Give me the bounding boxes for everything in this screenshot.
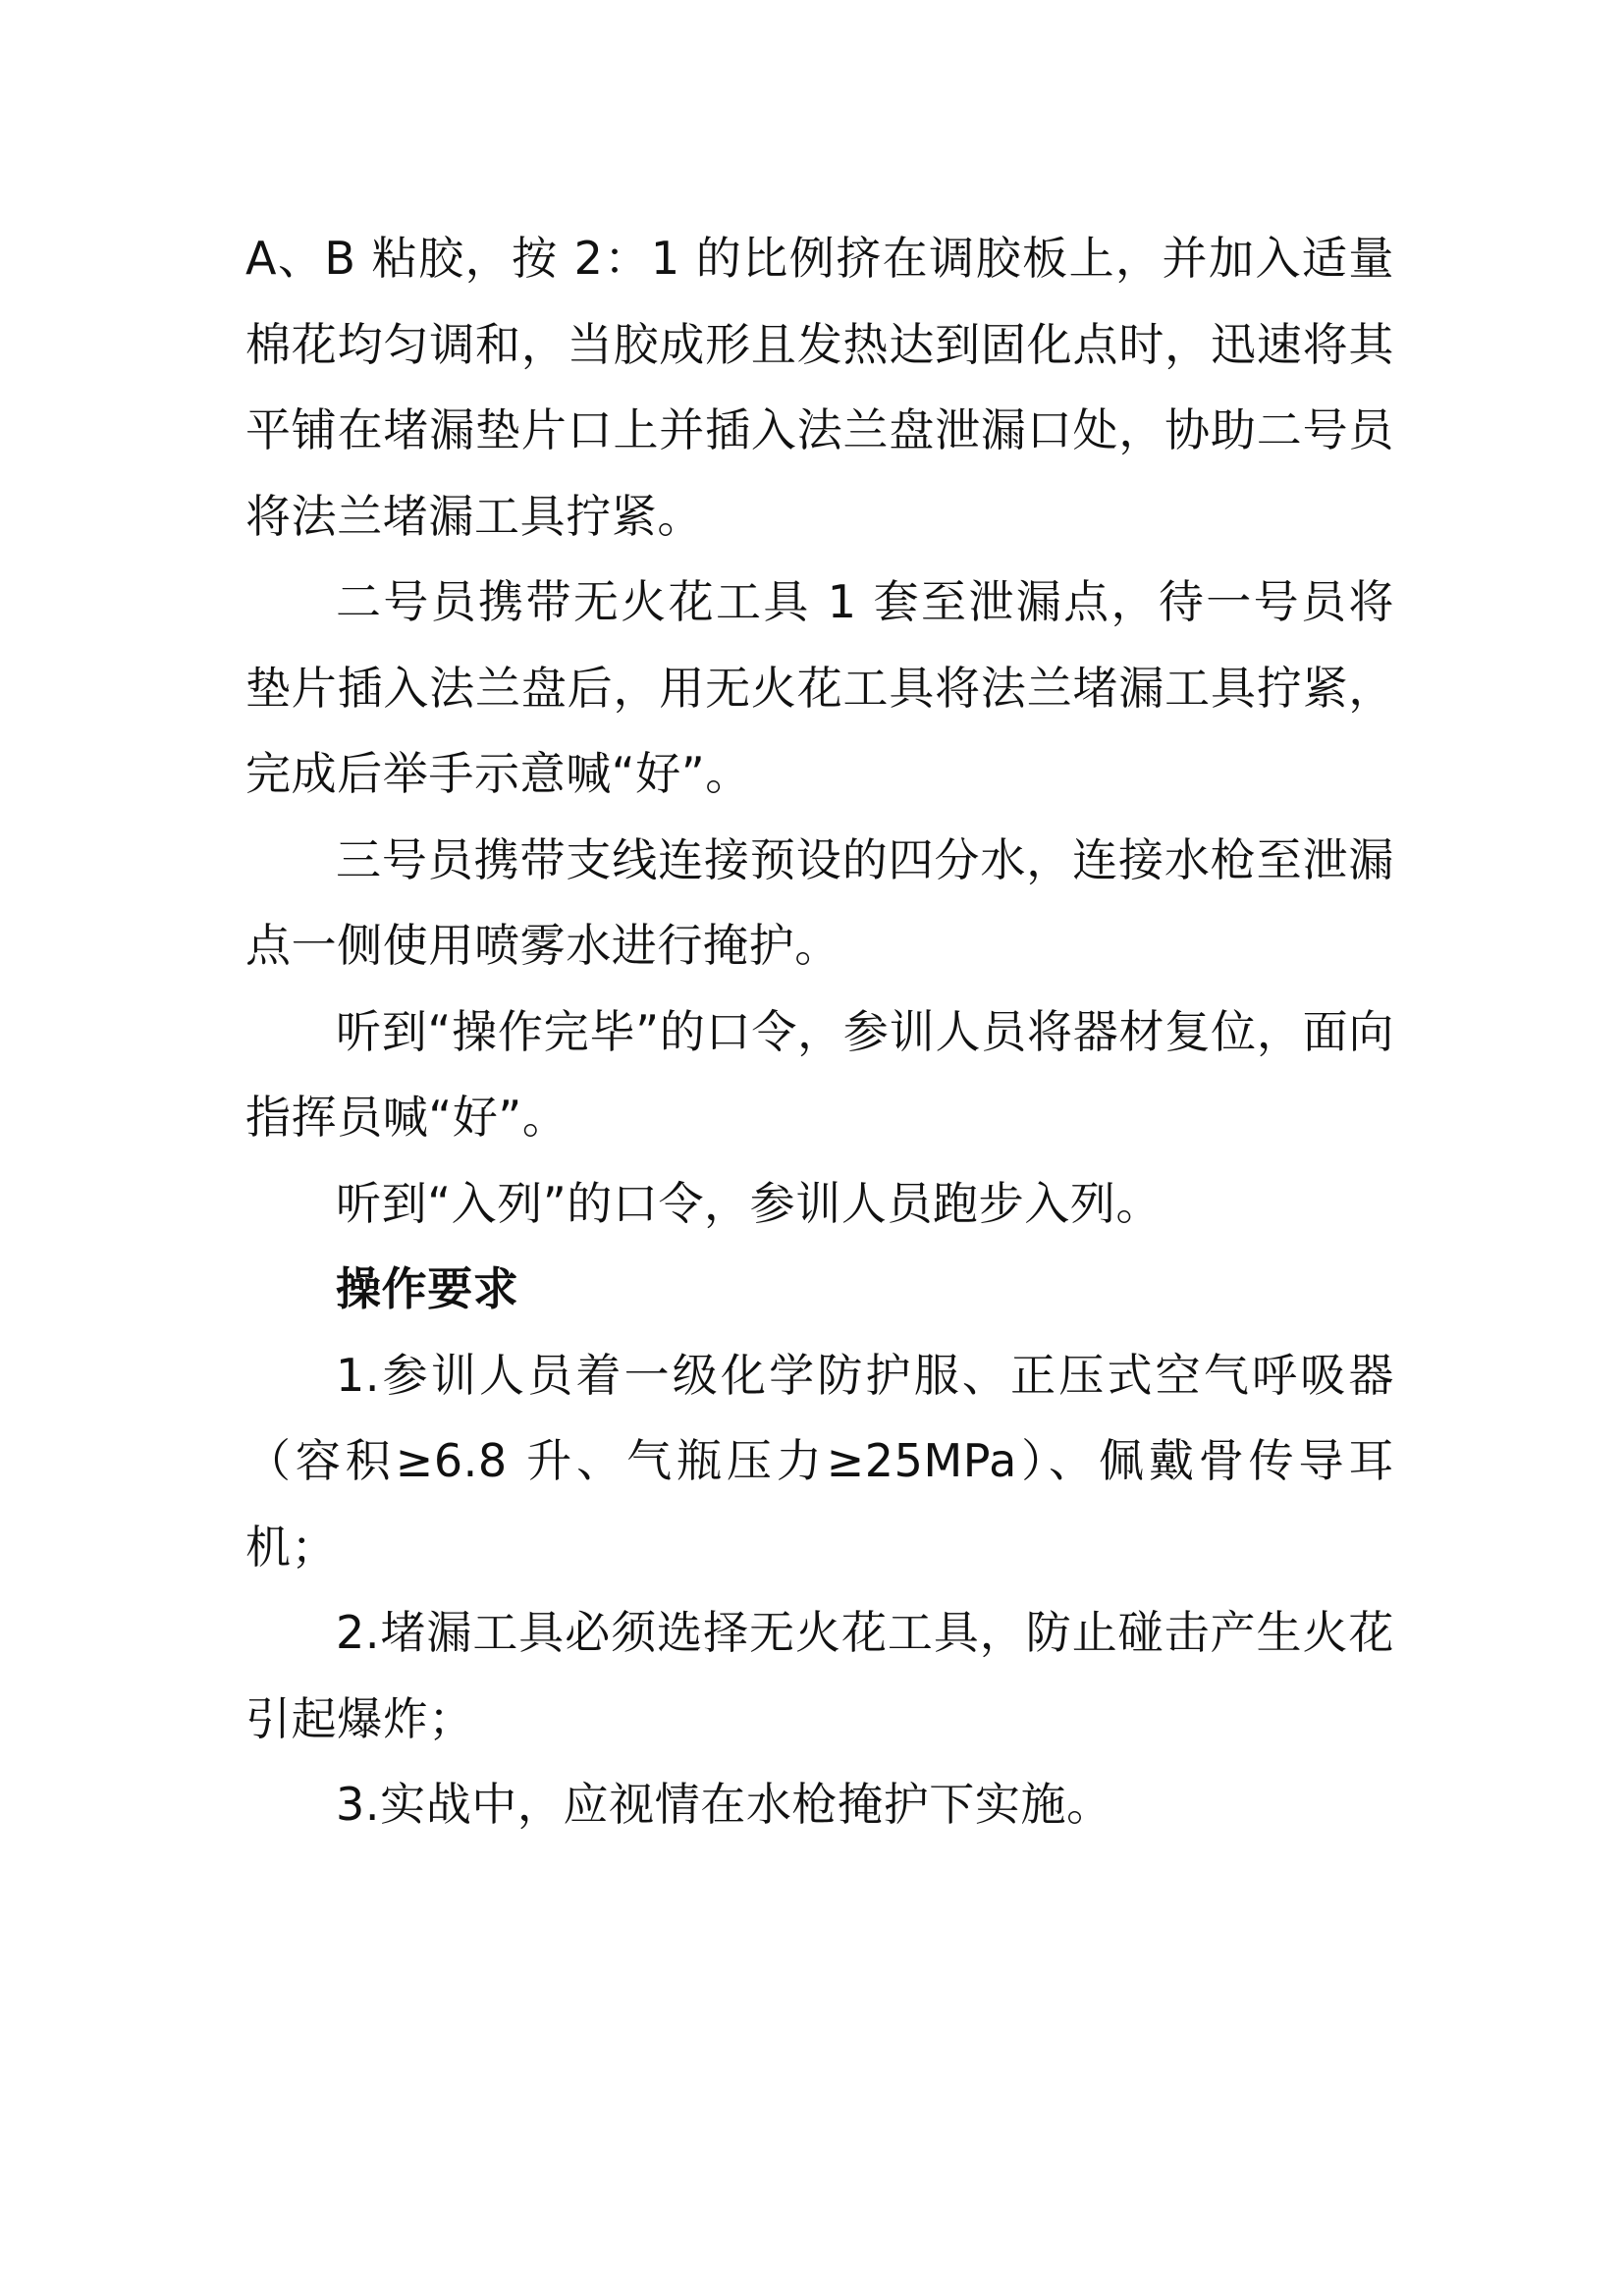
requirement-item-2: 2.堵漏工具必须选择无火花工具，防止碰击产生火花引起爆炸； — [245, 1606, 1394, 1745]
requirement-item-3: 3.实战中，应视情在水枪掩护下实施。 — [336, 1778, 1112, 1831]
paragraph-fall-in: 听到“入列”的口令，参训人员跑步入列。 — [336, 1176, 1163, 1230]
paragraph-glue-mixing: A、B 粘胶，按 2：1 的比例挤在调胶板上，并加入适量棉花均匀调和，当胶成形且发热达到固化点时，迅速将其平铺在堵漏垫片口上并插入法兰盘泄漏口处，协助二号员将法兰堵漏工具拧紧。 — [245, 232, 1394, 543]
document-body — [245, 216, 1394, 1848]
paragraph-operation-complete: 听到“操作完毕”的口令，参训人员将器材复位，面向指挥员喊“好”。 — [245, 1004, 1394, 1144]
paragraph-operator-three: 三号员携带支线连接预设的四分水，连接水枪至泄漏点一侧使用喷雾水进行掩护。 — [245, 832, 1394, 972]
requirement-item-1: 1.参训人员着一级化学防护服、正压式空气呼吸器（容积≥6.8 升、气瓶压力≥25MPa）、佩戴骨传导耳机； — [245, 1348, 1394, 1574]
paragraph-operator-two: 二号员携带无火花工具 1 套至泄漏点，待一号员将垫片插入法兰盘后，用无火花工具将法兰堵漏工具拧紧，完成后举手示意喊“好”。 — [245, 575, 1394, 800]
section-heading-requirements: 操作要求 — [336, 1262, 519, 1315]
